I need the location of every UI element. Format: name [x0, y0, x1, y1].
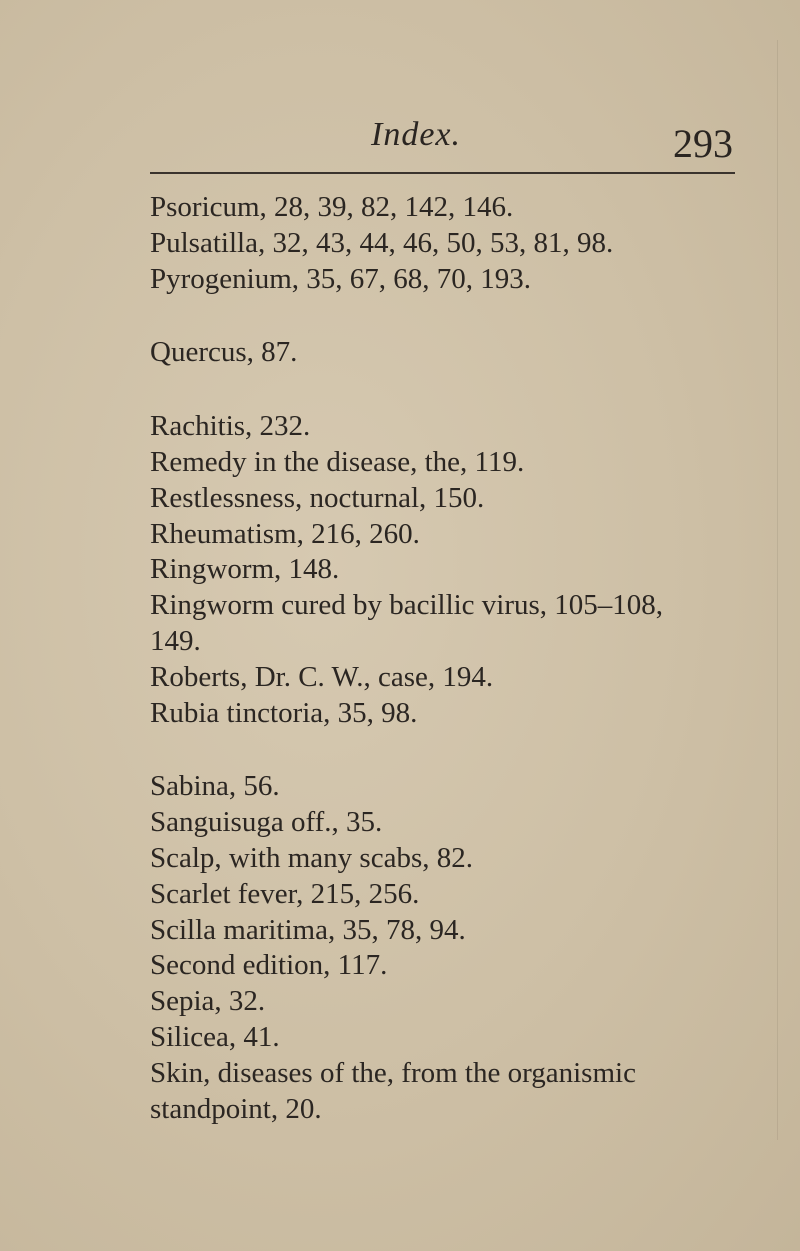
- index-entry-scalp: Scalp, with many scabs, 82.: [150, 841, 473, 874]
- index-entry-sabina: Sabina, 56.: [150, 770, 280, 803]
- index-entry-remedy: Remedy in the disease, the, 119.: [150, 445, 525, 478]
- index-entry-second-edition: Second edition, 117.: [150, 949, 388, 982]
- running-head: Index.: [371, 116, 462, 153]
- index-entry-rubia: Rubia tinctoria, 35, 98.: [150, 696, 418, 729]
- index-entry-sepia: Sepia, 32.: [150, 985, 266, 1018]
- group-spacer: [150, 371, 790, 409]
- entry-main-line: Skin, diseases of the, from the organismic: [150, 1056, 636, 1089]
- group-spacer: [150, 297, 790, 335]
- index-entries: [150, 190, 790, 1127]
- index-entry-scarlet-fever: Scarlet fever, 215, 256.: [150, 877, 420, 910]
- entry-continuation: standpoint, 20.: [150, 1092, 322, 1125]
- index-entry-quercus: Quercus, 87.: [150, 336, 298, 369]
- index-entry-pyrogenium: Pyrogenium, 35, 67, 68, 70, 193.: [150, 262, 532, 295]
- index-entry-restlessness: Restlessness, nocturnal, 150.: [150, 481, 485, 514]
- page-header: [150, 112, 735, 174]
- index-entry-rheumatism: Rheumatism, 216, 260.: [150, 517, 420, 550]
- index-entry-roberts: Roberts, Dr. C. W., case, 194.: [150, 660, 494, 693]
- index-entry-pulsatilla: Pulsatilla, 32, 43, 44, 46, 50, 53, 81, 98.: [150, 226, 614, 259]
- entry-main-line: Ringworm cured by bacillic virus, 105–108,: [150, 589, 664, 622]
- index-entry-ringworm-bacillic: [150, 588, 790, 660]
- index-entry-skin: [150, 1056, 790, 1128]
- header-rule: [150, 172, 735, 174]
- entry-continuation: 149.: [150, 624, 201, 657]
- index-entry-silicea: Silicea, 41.: [150, 1020, 280, 1053]
- index-entry-ringworm: Ringworm, 148.: [150, 553, 340, 586]
- index-entry-sanguisuga: Sanguisuga off., 35.: [150, 806, 383, 839]
- index-entry-scilla: Scilla maritima, 35, 78, 94.: [150, 913, 466, 946]
- index-entry-psoricum: Psoricum, 28, 39, 82, 142, 146.: [150, 191, 514, 223]
- index-entry-rachitis: Rachitis, 232.: [150, 410, 311, 443]
- group-spacer: [150, 731, 790, 769]
- page-number: 293: [673, 121, 733, 166]
